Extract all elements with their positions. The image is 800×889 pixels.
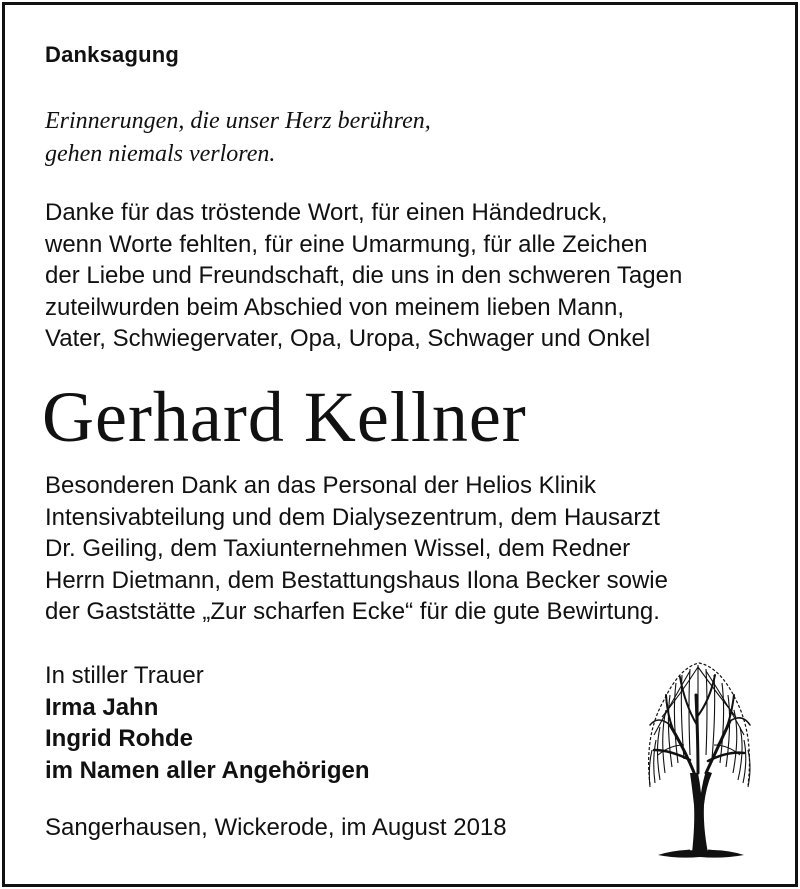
mourner-name: Irma Jahn [45, 693, 159, 721]
deceased-name: Gerhard Kellner [42, 377, 527, 457]
notice-heading: Danksagung [45, 42, 180, 67]
thanks-line: Danke für das tröstende Wort, für einen Händedruck, [45, 199, 608, 226]
special-thanks-line: Dr. Geiling, dem Taxiunternehmen Wissel, dem Redner [45, 535, 631, 562]
special-thanks-line: Intensivabteilung und dem Dialysezentrum, dem Hausarzt [45, 503, 660, 531]
thanks-line: wenn Worte fehlten, für eine Umarmung, für alle Zeichen [45, 230, 648, 258]
mourner-name: Ingrid Rohde [45, 725, 193, 752]
tree-icon [640, 655, 758, 863]
thanks-paragraph [45, 197, 682, 355]
special-thanks-line: Herrn Dietmann, dem Bestattungshaus Ilona Becker sowie [45, 566, 668, 594]
special-thanks-paragraph [45, 470, 668, 628]
place-date: Sangerhausen, Wickerode, im August 2018 [45, 814, 507, 841]
quote-line: Erinnerungen, die unser Herz berühren, [45, 108, 431, 134]
special-thanks-line: der Gaststätte „Zur scharfen Ecke“ für die gute Bewirtung. [45, 598, 660, 625]
mourning-intro: In stiller Trauer [45, 662, 204, 689]
mourner-relatives: im Namen aller Angehörigen [45, 756, 370, 784]
thanks-line: der Liebe und Freundschaft, die uns in den schweren Tagen [45, 262, 683, 289]
thanks-line: zuteilwurden beim Abschied von meinem lieben Mann, [45, 293, 624, 321]
quote-line: gehen niemals verloren. [45, 141, 276, 167]
thanks-line: Vater, Schwiegervater, Opa, Uropa, Schwager und Onkel [45, 325, 651, 352]
special-thanks-line: Besonderen Dank an das Personal der Helios Klinik [45, 472, 596, 499]
mourning-block [45, 660, 370, 786]
memorial-quote [45, 105, 431, 171]
